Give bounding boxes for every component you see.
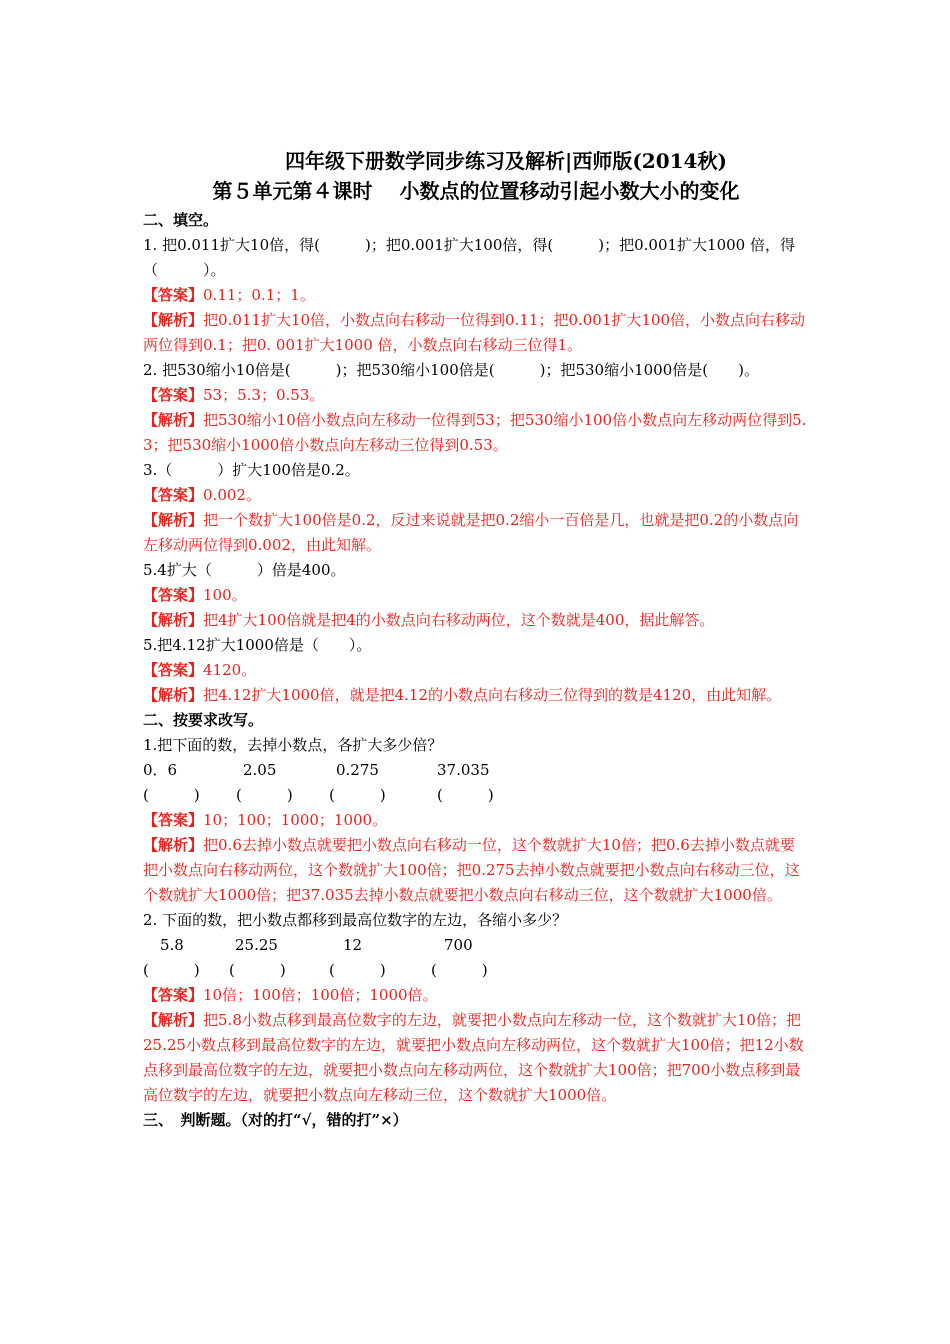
answer-text: 10；100；1000；1000。 [203,811,388,829]
answer-blank: ( ) [143,786,200,804]
answer-3 [143,483,809,508]
analysis-4 [143,608,809,633]
answer-tag: 【答案】 [143,661,204,679]
question-4: 5.4扩大（ ）倍是400。 [143,561,346,579]
question-1: 1. 把0.011扩大10倍，得( )；把0.001扩大100倍，得( )；把0.001扩大1000 倍，得（ ）。 [143,236,795,279]
rewrite-question-1: 1.把下面的数，去掉小数点，各扩大多少倍？ [143,736,443,754]
number-item: 700 [444,936,473,954]
number-item: 12 [343,936,363,954]
answer-4 [143,583,809,608]
number-item: 5.8 [160,936,184,954]
answer-blank: ( ) [431,961,488,979]
answer-text: 4120。 [203,661,257,679]
answer-blank: ( ) [329,961,386,979]
number-row-1 [143,758,809,783]
answer-1 [143,283,809,308]
analysis-text: 把5.8小数点移到最高位数字的左边，就要把小数点向左移动一位，这个数就扩大10倍；把25.25小数点移到最高位数字的左边，就要把小数点向左移动两位，这个数就扩大100倍；把12小数点移到最高位数字的左边，就要把小数点向左移动两位，这个数就扩大100倍；把700小数点移到最高位数字的左边，就要把小数点向左移动三位，这个数就扩大1000倍。 [143,1011,804,1104]
section-heading-rewrite: 二、按要求改写。 [143,711,264,729]
analysis-tag: 【解析】 [143,836,204,854]
number-row-2 [143,933,809,958]
answer-tag: 【答案】 [143,486,204,504]
number-item: 0.275 [336,761,379,779]
analysis-3 [143,508,809,558]
document-title: 四年级下册数学同步练习及解析|西师版(2014秋) [285,149,727,173]
lesson-title: 第５单元第４课时 小数点的位置移动引起小数大小的变化 [212,179,740,203]
answer-tag: 【答案】 [143,811,204,829]
section-heading-fill-in: 二、填空。 [143,211,219,229]
analysis-tag: 【解析】 [143,686,204,704]
analysis-text: 把0.011扩大10倍，小数点向右移动一位得到0.11；把0.001扩大100倍，小数点向右移动两位得到0.1；把0. 001扩大1000 倍，小数点向右移动三位得1。 [143,311,806,354]
answer-5 [143,658,809,683]
answer-2 [143,383,809,408]
number-item: 0．6 [143,761,178,779]
question-5: 5.把4.12扩大1000倍是（ ）。 [143,636,372,654]
document-page [143,146,809,1133]
blank-row-2 [143,958,809,983]
analysis-tag: 【解析】 [143,511,204,529]
rewrite-analysis-2 [143,1008,809,1108]
section-heading-true-false: 三、 判断题。（对的打“√，错的打”×） [143,1111,408,1129]
answer-blank: ( ) [437,786,494,804]
analysis-1 [143,308,809,358]
rewrite-answer-1 [143,808,809,833]
analysis-text: 把0.6去掉小数点就要把小数点向右移动一位，这个数就扩大10倍；把0.6去掉小数点就要把小数点向右移动两位，这个数就扩大100倍；把0.275去掉小数点就要把小数点向右移动三位，这个数就扩大1000倍；把37.035去掉小数点就要把小数点向右移动三位，这个数就扩大1000倍。 [143,836,800,904]
answer-blank: ( ) [329,786,386,804]
analysis-tag: 【解析】 [143,1011,204,1029]
analysis-text: 把530缩小10倍小数点向左移动一位得到53；把530缩小100倍小数点向左移动两位得到5.3；把530缩小1000倍小数点向左移动三位得到0.53。 [143,411,807,454]
answer-blank: ( ) [229,961,286,979]
rewrite-question-2: 2. 下面的数，把小数点都移到最高位数字的左边，各缩小多少？ [143,911,568,929]
answer-tag: 【答案】 [143,386,204,404]
blank-row-1 [143,783,809,808]
analysis-5 [143,683,809,708]
answer-tag: 【答案】 [143,586,204,604]
analysis-text: 把4.12扩大1000倍，就是把4.12的小数点向右移动三位得到的数是4120，由此知解。 [203,686,782,704]
analysis-tag: 【解析】 [143,311,204,329]
answer-text: 0.002。 [203,486,261,504]
number-item: 37.035 [437,761,490,779]
answer-blank: ( ) [143,961,200,979]
answer-tag: 【答案】 [143,986,204,1004]
rewrite-analysis-1 [143,833,809,908]
analysis-text: 把4扩大100倍就是把4的小数点向右移动两位，这个数就是400，据此解答。 [203,611,715,629]
analysis-tag: 【解析】 [143,411,204,429]
question-2: 2. 把530缩小10倍是( )；把530缩小100倍是( )；把530缩小1000倍是( )。 [143,361,759,379]
analysis-2 [143,408,809,458]
analysis-text: 把一个数扩大100倍是0.2，反过来说就是把0.2缩小一百倍是几，也就是把0.2的小数点向左移动两位得到0.002，由此知解。 [143,511,799,554]
answer-blank: ( ) [236,786,293,804]
answer-text: 53；5.3；0.53。 [203,386,325,404]
question-3: 3.（ ）扩大100倍是0.2。 [143,461,360,479]
number-item: 2.05 [243,761,277,779]
analysis-tag: 【解析】 [143,611,204,629]
answer-tag: 【答案】 [143,286,204,304]
answer-text: 100。 [203,586,247,604]
answer-text: 10倍；100倍；100倍；1000倍。 [203,986,438,1004]
number-item: 25.25 [235,936,278,954]
answer-text: 0.11；0.1；1。 [203,286,315,304]
rewrite-answer-2 [143,983,809,1008]
